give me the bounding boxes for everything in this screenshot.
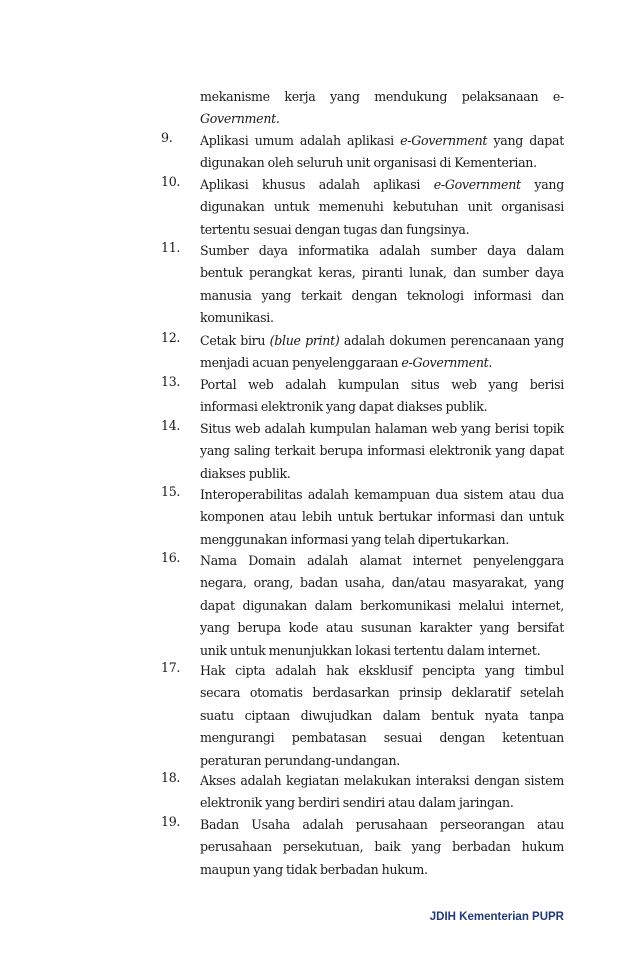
text-line: informasi elektronik yang dapat diakses publik.: [200, 399, 488, 415]
item-number: 9.: [161, 130, 173, 145]
text-line: negara, orang, badan usaha, dan/atau masyarakat, yang: [200, 575, 564, 591]
text-line: manusia yang terkait dengan teknologi informasi dan: [200, 287, 564, 303]
item-number: 15.: [161, 484, 181, 499]
item-number: 10.: [161, 174, 181, 189]
item-text: [200, 240, 564, 330]
text-line: digunakan untuk memenuhi kebutuhan unit organisasi: [200, 199, 564, 215]
text-line: Aplikasi umum adalah aplikasi e-Government yang dapat: [200, 133, 564, 148]
item-number: 17.: [161, 660, 181, 675]
text-line: Government.: [200, 111, 280, 127]
text-line: unik untuk menunjukkan lokasi tertentu dalam internet.: [200, 642, 541, 658]
item-number: 19.: [161, 814, 181, 829]
text-line: Badan Usaha adalah perusahaan perseorangan atau: [200, 817, 564, 832]
item-text: [200, 484, 564, 551]
text-line: komunikasi.: [200, 310, 274, 326]
text-line: Situs web adalah kumpulan halaman web yang berisi topik: [200, 421, 564, 436]
text-line: secara otomatis berdasarkan prinsip deklaratif setelah: [200, 685, 564, 701]
text-line: elektronik yang berdiri sendiri atau dalam jaringan.: [200, 795, 514, 811]
item-text: [200, 660, 564, 772]
item-text: [200, 174, 564, 241]
text-line: Interoperabilitas adalah kemampuan dua sistem atau dua: [200, 487, 564, 502]
text-line: Akses adalah kegiatan melakukan interaksi dengan sistem: [200, 773, 564, 788]
text-line: menjadi acuan penyelenggaraan e-Government.: [200, 355, 493, 371]
text-line: maupun yang tidak berbadan hukum.: [200, 861, 428, 877]
text-line: yang berupa kode atau susunan karakter yang bersifat: [200, 620, 564, 636]
item-number: 14.: [161, 418, 181, 433]
text-line: komponen atau lebih untuk bertukar informasi dan untuk: [200, 509, 564, 525]
text-line: Nama Domain adalah alamat internet penyelenggara: [200, 553, 564, 568]
item-text: [200, 374, 564, 419]
footer-source: JDIH Kementerian PUPR: [429, 911, 564, 923]
text-line: Hak cipta adalah hak eksklusif pencipta yang timbul: [200, 663, 564, 678]
text-line: dapat digunakan dalam berkomunikasi melalui internet,: [200, 597, 564, 613]
item-text: [200, 770, 564, 815]
item-text: [200, 86, 564, 131]
text-line: yang saling terkait berupa informasi elektronik yang dapat: [200, 443, 564, 459]
text-line: mekanisme kerja yang mendukung pelaksanaan e-: [200, 89, 564, 104]
item-number: 11.: [161, 240, 181, 255]
text-line: diakses publik.: [200, 465, 291, 481]
text-line: digunakan oleh seluruh unit organisasi di Kementerian.: [200, 155, 537, 171]
item-number: 12.: [161, 330, 181, 345]
text-line: Cetak biru (blue print) adalah dokumen perencanaan yang: [200, 333, 564, 348]
text-line: perusahaan persekutuan, baik yang berbadan hukum: [200, 839, 564, 855]
item-number: 18.: [161, 770, 181, 785]
item-text: [200, 330, 564, 375]
item-number: 13.: [161, 374, 181, 389]
item-number: 16.: [161, 550, 181, 565]
text-line: Aplikasi khusus adalah aplikasi e-Government yang: [200, 177, 564, 192]
text-line: tertentu sesuai dengan tugas dan fungsinya.: [200, 221, 470, 237]
text-line: Portal web adalah kumpulan situs web yang berisi: [200, 377, 564, 392]
text-line: menggunakan informasi yang telah dipertukarkan.: [200, 531, 510, 547]
item-text: [200, 814, 564, 881]
item-text: [200, 130, 564, 175]
text-line: bentuk perangkat keras, piranti lunak, dan sumber daya: [200, 265, 564, 281]
item-text: [200, 418, 564, 485]
text-line: Sumber daya informatika adalah sumber daya dalam: [200, 243, 564, 258]
text-line: peraturan perundang-undangan.: [200, 752, 400, 768]
text-line: mengurangi pembatasan sesuai dengan ketentuan: [200, 730, 564, 746]
text-line: suatu ciptaan diwujudkan dalam bentuk nyata tanpa: [200, 707, 564, 723]
item-text: [200, 550, 564, 662]
